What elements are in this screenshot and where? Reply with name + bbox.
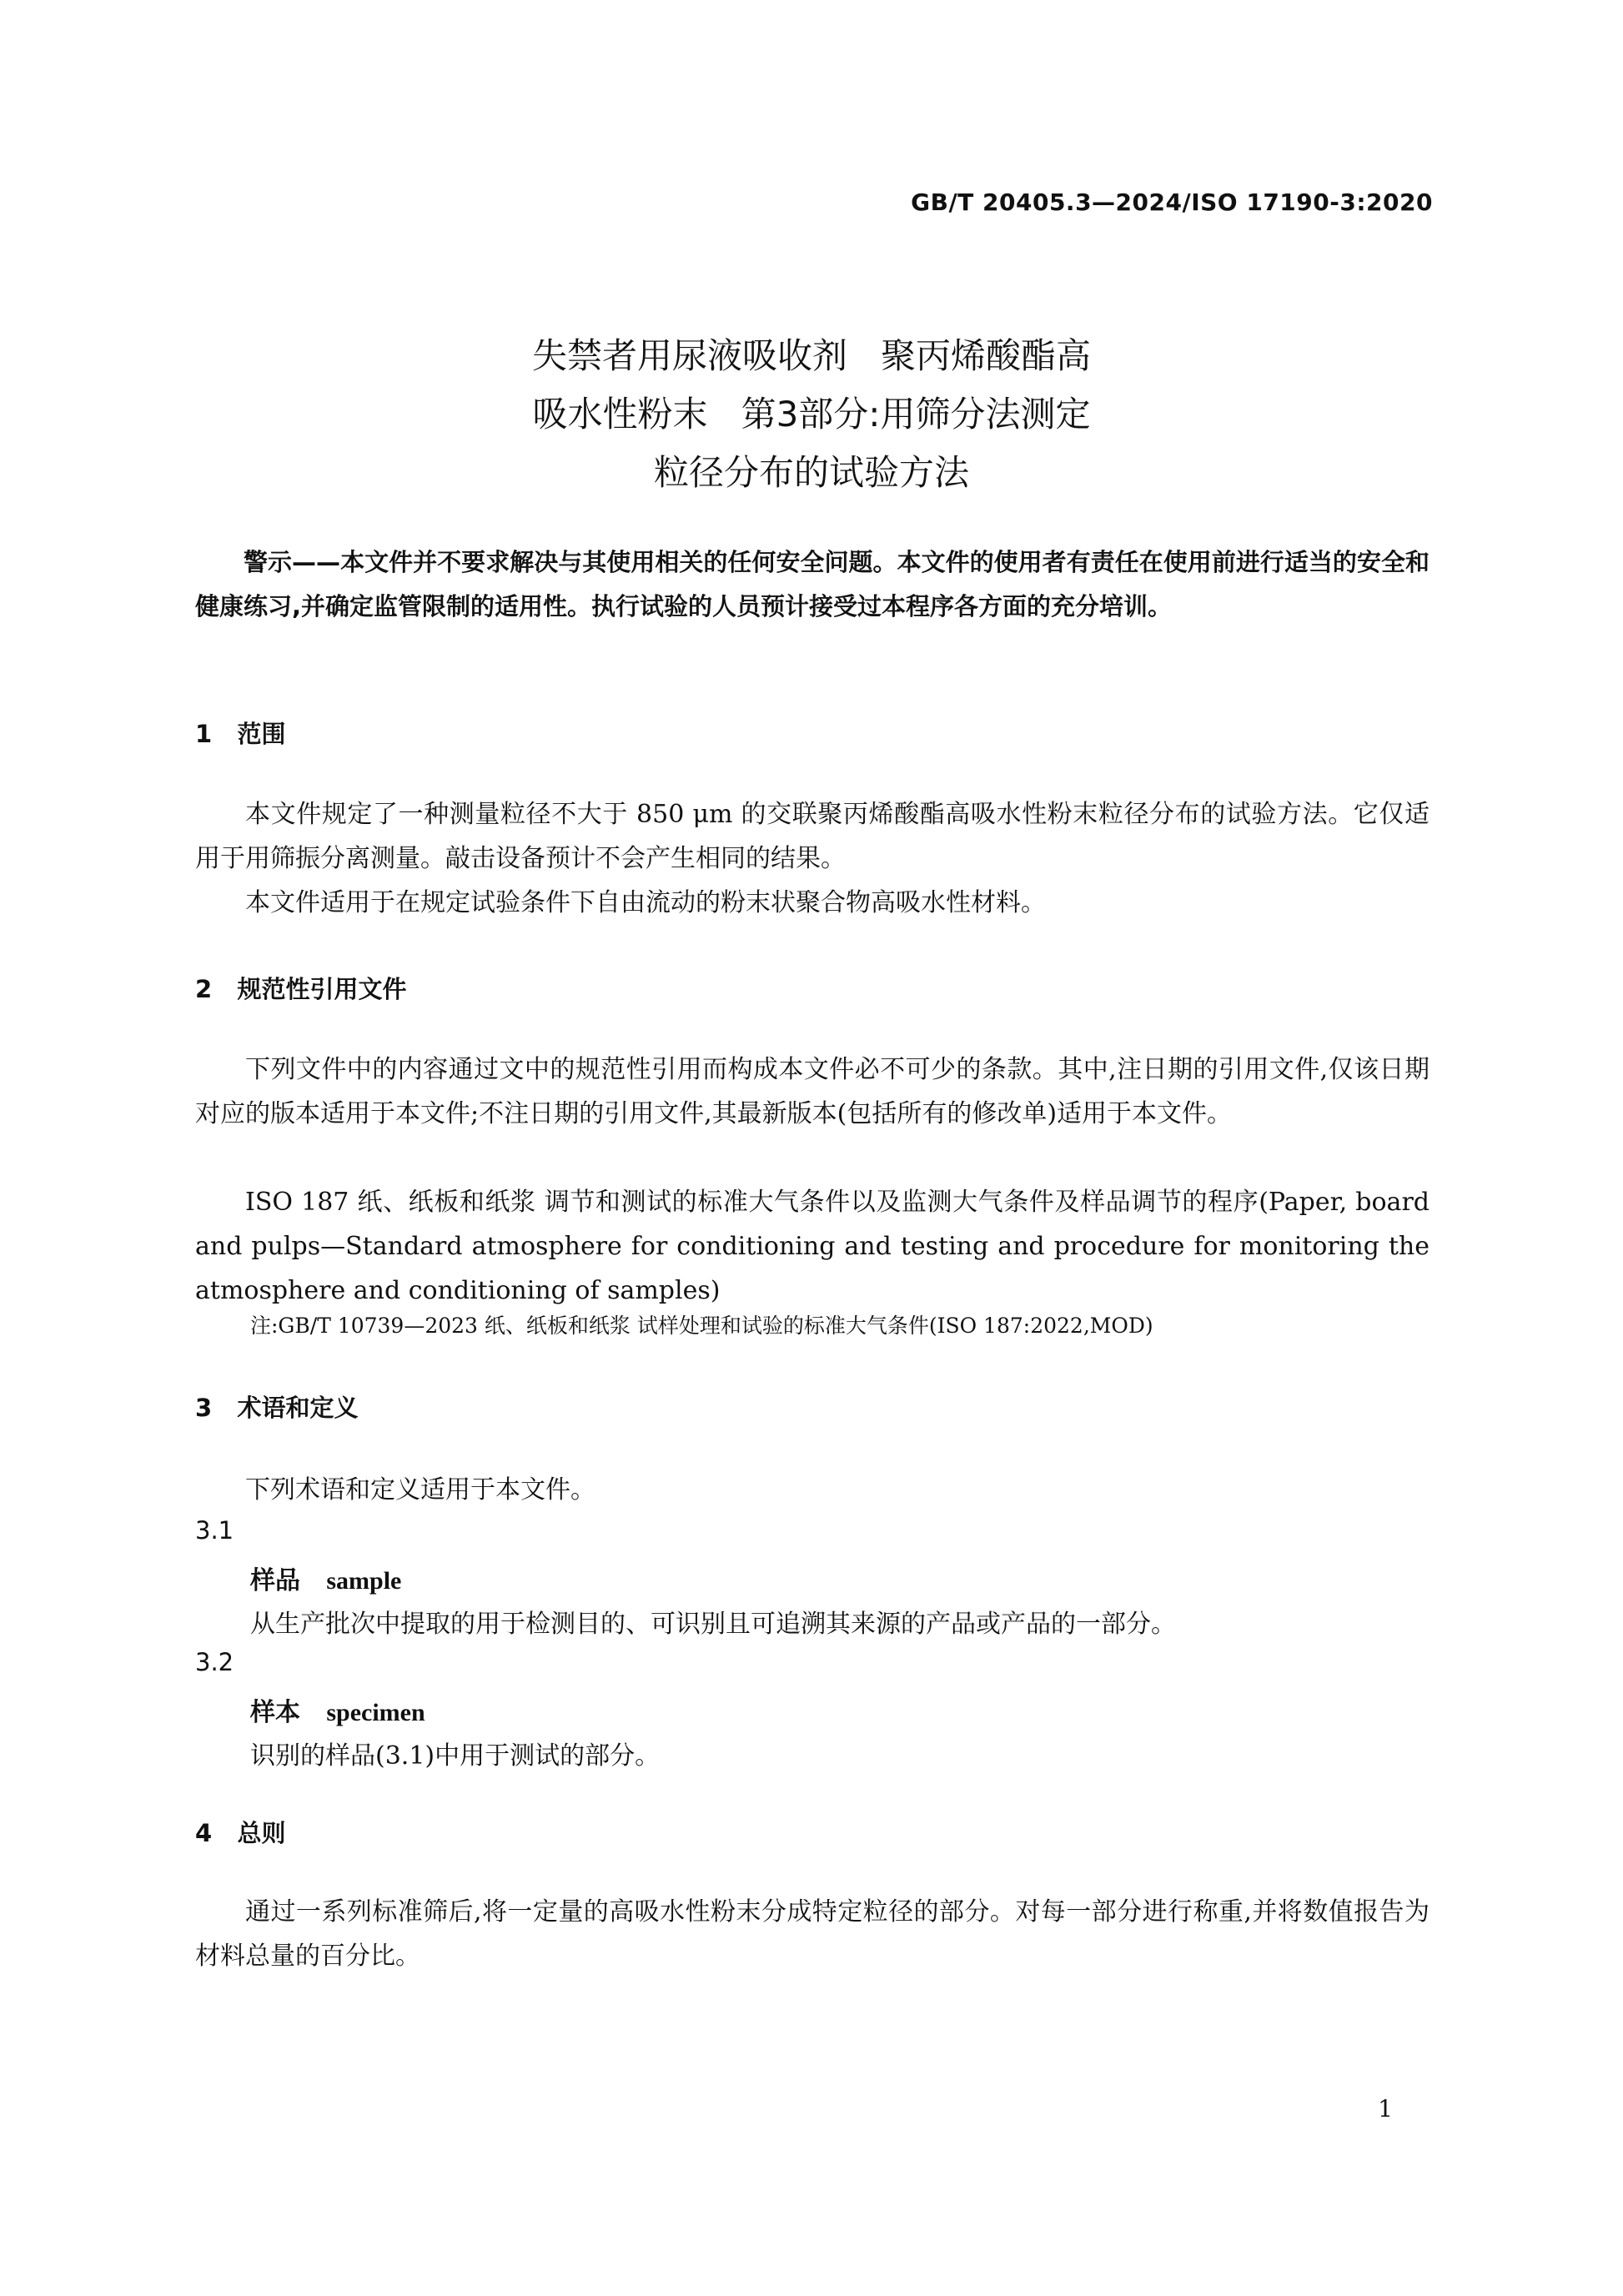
- section-2-paragraph-1: 下列文件中的内容通过文中的规范性引用而构成本文件必不可少的条款。其中,注日期的引用文件,仅该日期对应的版本适用于本文件;不注日期的引用文件,其最新版本(包括所有的修改单)适用于本文件。: [195, 1055, 1430, 1128]
- title-line-1: 失禁者用尿液吸收剂 聚丙烯酸酯高: [531, 335, 1092, 376]
- section-4-heading: 4 总则: [195, 1819, 286, 1847]
- term-sample-zh: 样品: [250, 1566, 300, 1595]
- reference-note: 注:GB/T 10739—2023 纸、纸板和纸浆 试样处理和试验的标准大气条件(ISO 187:2022,MOD): [250, 1314, 1153, 1338]
- title-line-2: 吸水性粉末 第3部分:用筛分法测定: [532, 394, 1091, 435]
- section-4-paragraph-1: 通过一系列标准筛后,将一定量的高吸水性粉末分成特定粒径的部分。对每一部分进行称重,并将数值报告为材料总量的百分比。: [195, 1897, 1430, 1971]
- section-3-heading: 3 术语和定义: [195, 1394, 359, 1422]
- term-sample-en: sample: [326, 1567, 402, 1595]
- warning-paragraph: 警示——本文件并不要求解决与其使用相关的任何安全问题。本文件的使用者有责任在使用前进行适当的安全和健康练习,并确定监管限制的适用性。执行试验的人员预计接受过本程序各方面的充分培训。: [195, 548, 1430, 620]
- page-number: 1: [1378, 2095, 1393, 2123]
- term-specimen-definition: 识别的样品(3.1)中用于测试的部分。: [250, 1741, 661, 1771]
- term-sample: [250, 1560, 401, 1596]
- term-specimen-en: specimen: [326, 1699, 425, 1726]
- term-sample-definition: 从生产批次中提取的用于检测目的、可识别且可追溯其来源的产品或产品的一部分。: [250, 1610, 1176, 1639]
- term-number-3-2: 3.2: [195, 1648, 234, 1676]
- document-title: [0, 327, 1623, 502]
- standard-code: GB/T 20405.3—2024/ISO 17190-3:2020: [911, 188, 1433, 216]
- term-specimen-zh: 样本: [250, 1698, 300, 1727]
- term-number-3-1: 3.1: [195, 1516, 234, 1545]
- term-specimen: [250, 1691, 425, 1728]
- section-1-paragraph-1: 本文件规定了一种测量粒径不大于 850 μm 的交联聚丙烯酸酯高吸水性粉末粒径分布的试验方法。它仅适用于用筛振分离测量。敲击设备预计不会产生相同的结果。: [195, 800, 1430, 873]
- title-line-3: 粒径分布的试验方法: [653, 452, 969, 493]
- section-1-paragraph-2: 本文件适用于在规定试验条件下自由流动的粉末状聚合物高吸水性材料。: [245, 888, 1046, 917]
- normative-reference-iso187: ISO 187 纸、纸板和纸浆 调节和测试的标准大气条件以及监测大气条件及样品调节的程序(Paper, board and pulps—Standard atmosphere for conditioning and testing and procedure for monitoring the atmosphere and conditioning of samples): [195, 1188, 1430, 1305]
- section-1-heading: 1 范围: [195, 720, 286, 748]
- section-3-paragraph-1: 下列术语和定义适用于本文件。: [245, 1475, 595, 1505]
- section-2-heading: 2 规范性引用文件: [195, 975, 407, 1003]
